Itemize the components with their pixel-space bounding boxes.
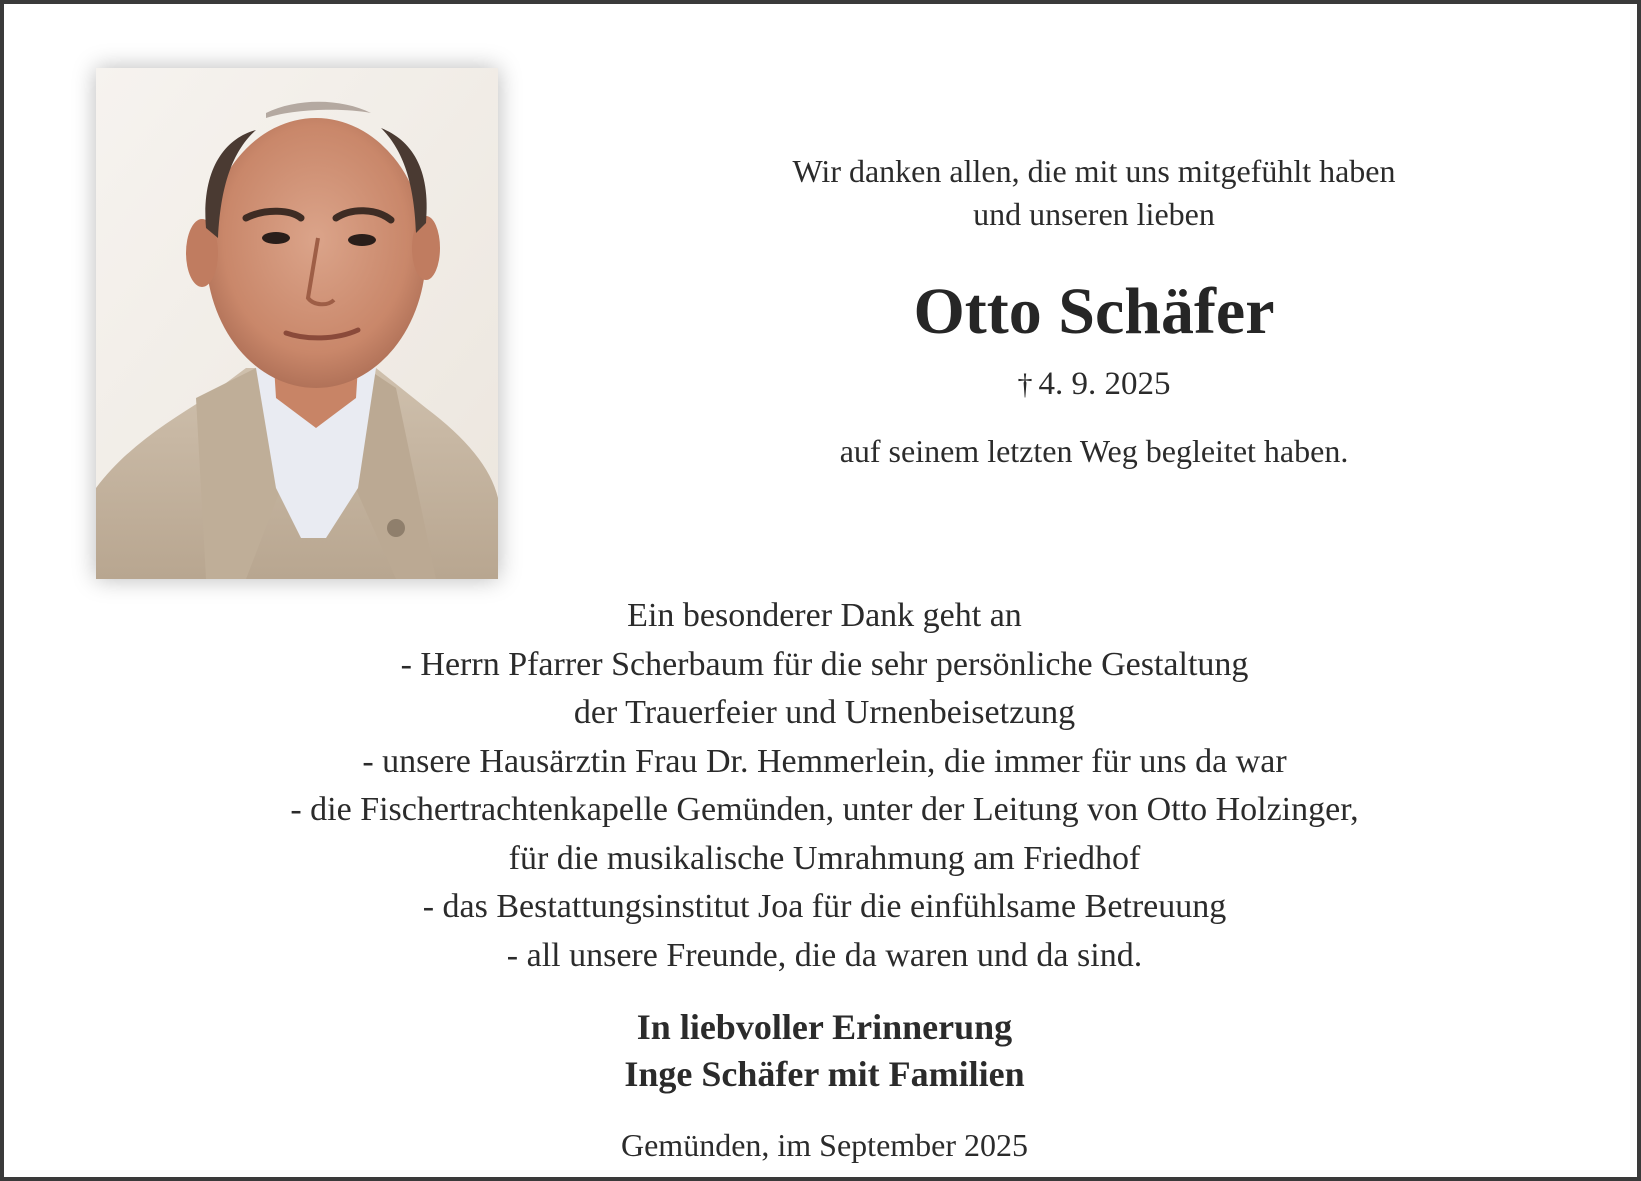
intro-text bbox=[704, 150, 1484, 236]
thanks-line: für die musikalische Umrahmung am Friedhof bbox=[508, 839, 1141, 877]
thanks-line: der Trauerfeier und Urnenbeisetzung bbox=[573, 694, 1076, 731]
thanks-line: - das Bestattungsinstitut Joa für die einfühlsame Betreuung bbox=[422, 888, 1227, 925]
deceased-name: Otto Schäfer bbox=[913, 275, 1275, 348]
intro-line: und unseren lieben bbox=[973, 196, 1215, 232]
thanks-line: - die Fischertrachtenkapelle Gemünden, unter der Leitung von Otto Holzinger, bbox=[290, 791, 1359, 828]
cross-icon: † bbox=[1017, 368, 1033, 401]
death-date-line bbox=[704, 362, 1484, 407]
closing-line: In liebvoller Erinnerung bbox=[636, 1007, 1013, 1047]
outro-text: auf seinem letzten Weg begleitet haben. bbox=[839, 433, 1349, 469]
portrait-photo bbox=[96, 68, 498, 579]
place-date: Gemünden, im September 2025 bbox=[620, 1127, 1029, 1163]
thanks-line: - Herrn Pfarrer Scherbaum für die sehr persönliche Gestaltung bbox=[400, 645, 1249, 683]
closing-line: Inge Schäfer mit Familien bbox=[624, 1054, 1025, 1094]
death-date: 4. 9. 2025 bbox=[1038, 366, 1171, 402]
portrait-image bbox=[96, 68, 498, 579]
thanks-line: Ein besonderer Dank geht an bbox=[627, 597, 1022, 634]
thanks-line: - unsere Hausärztin Frau Dr. Hemmerlein, die immer für uns da war bbox=[362, 742, 1287, 780]
thanks-section bbox=[4, 592, 1641, 980]
closing-signature bbox=[4, 1004, 1641, 1098]
thanks-line: - all unsere Freunde, die da waren und da sind. bbox=[506, 936, 1143, 974]
intro-line: Wir danken allen, die mit uns mitgefühlt haben bbox=[792, 153, 1396, 189]
